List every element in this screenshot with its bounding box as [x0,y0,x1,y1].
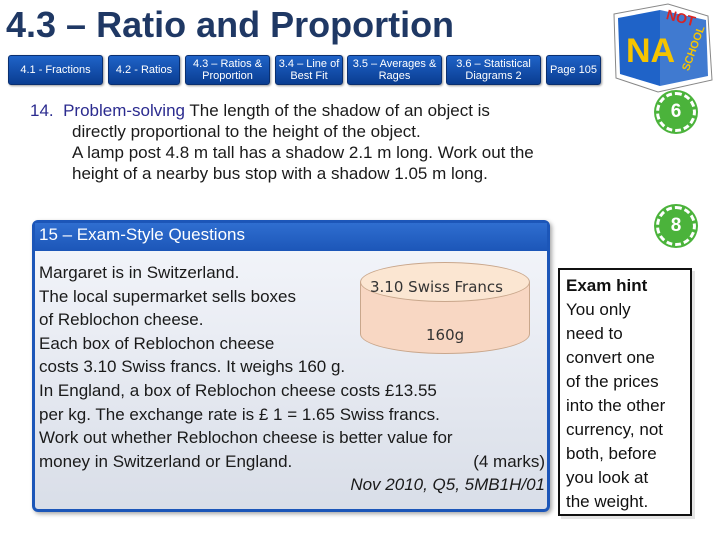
question-15-line: Each box of Reblochon cheese [39,333,275,353]
nav-button-averages[interactable]: 3.5 – Averages & Rages [347,55,442,85]
exam-hint-line: You only [566,300,631,319]
nav-button-page[interactable]: Page 105 [546,55,601,85]
question-14-number: 14. [30,101,54,120]
question-14-keyword: Problem-solving [63,101,185,120]
question-14-line-4: height of a nearby bus stop with a shadow 1.05 m long. [72,164,488,183]
question-15-line: Work out whether Reblochon cheese is better value for [39,428,453,448]
svg-text:NA: NA [626,32,676,70]
svg-text:SCHOOL: SCHOOL [680,24,708,73]
marks-label: (4 marks) [473,451,545,471]
question-14-line-3: A lamp post 4.8 m tall has a shadow 2.1 m long. Work out the [72,143,534,162]
school-logo [608,2,716,94]
cheese-price-label: 3.10 Swiss Francs [370,278,503,296]
svg-text:NOT: NOT [664,6,698,30]
cheese-weight-label: 160g [426,326,465,344]
grade-badge-8: 8 [656,206,696,246]
exam-hint-line: you look at [566,468,649,487]
exam-hint-line: of the prices [566,372,659,391]
question-15-line: money in Switzerland or England. [39,451,293,471]
question-15-line: In England, a box of Reblochon cheese costs £13.55 [39,380,437,400]
exam-hint-line: into the other [566,396,666,415]
exam-hint-title: Exam hint [566,276,648,295]
question-14-line-1: The length of the shadow of an object is [189,101,490,120]
question-15-line: of Reblochon cheese. [39,310,204,330]
exam-hint-line: both, before [566,444,657,463]
nav-button-line-of-best-fit[interactable]: 3.4 – Line of Best Fit [275,55,343,85]
question-14 [30,100,640,184]
nav-button-ratios[interactable]: 4.2 - Ratios [108,55,180,85]
exam-hint-line: need to [566,324,623,343]
exam-hint-box [558,268,692,516]
question-15-line: Margaret is in Switzerland. [39,263,240,282]
question-14-line-2: directly proportional to the height of the object. [72,122,421,141]
question-15-line: The local supermarket sells boxes [39,286,297,306]
grade-badge-6: 6 [656,92,696,132]
section-title: 15 – Exam-Style Questions [39,225,245,244]
nav-button-ratios-proportion[interactable]: 4.3 – Ratios & Proportion [185,55,270,85]
page-title: 4.3 – Ratio and Proportion [6,4,455,45]
nav-button-fractions[interactable]: 4.1 - Fractions [8,55,103,85]
question-15-line: costs 3.10 Swiss francs. It weighs 160 g. [39,357,346,377]
exam-hint-line: convert one [566,348,655,367]
question-15-line: per kg. The exchange rate is £ 1 = 1.65 Swiss francs. [39,404,440,424]
exam-hint-line: currency, not [566,420,664,439]
exam-hint-line: the weight. [566,492,649,511]
nav-button-statistical-diagrams[interactable]: 3.6 – Statistical Diagrams 2 [446,55,541,85]
cheese-box-illustration [360,262,530,352]
question-source: Nov 2010, Q5, 5MB1H/01 [350,475,545,495]
